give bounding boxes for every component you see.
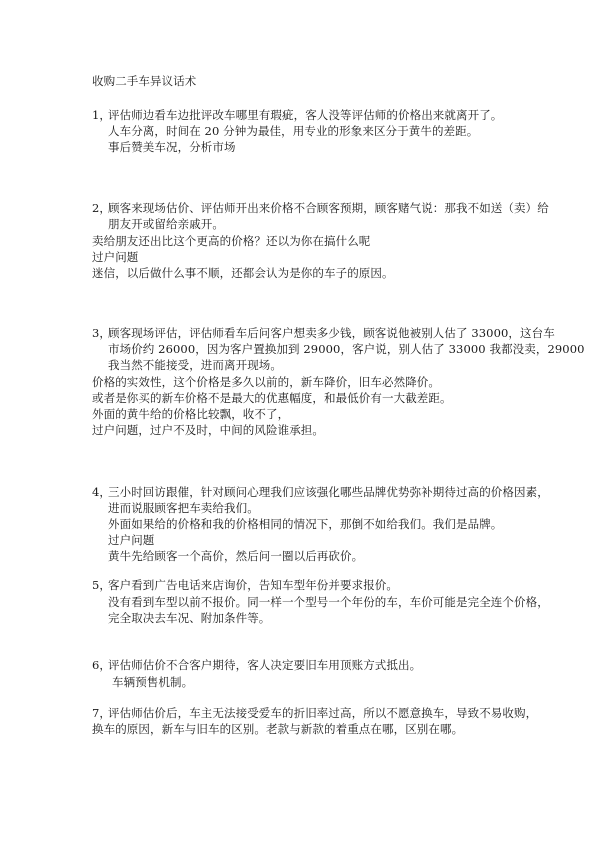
item-number: 4， bbox=[92, 485, 112, 499]
item-text: 或者是你买的新车价格不是最大的优惠幅度，和最低价有一大截差距。 bbox=[92, 391, 452, 405]
item-number: 3， bbox=[92, 326, 112, 340]
list-item-3 bbox=[92, 325, 555, 341]
item-text: 车辆预售机制。 bbox=[112, 675, 194, 689]
item-text: 价格的实效性，这个价格是多久以前的，新车降价，旧车必然降价。 bbox=[92, 375, 440, 389]
item-text: 过户问题，过户不及时，中间的风险谁承担。 bbox=[92, 423, 324, 437]
item-text: 我当然不能接受，进而离开现场。 bbox=[108, 358, 282, 372]
item-text: 客户看到广告电话来店询价，告知车型年份并要求报价。 bbox=[108, 578, 398, 592]
item-text: 顾客来现场估价、评估师开出来价格不合顾客预期，顾客赌气说：那我不如送（卖）给 bbox=[108, 201, 549, 215]
item-number: 6， bbox=[92, 658, 112, 672]
item-text: 进而说服顾客把车卖给我们。 bbox=[108, 501, 259, 515]
list-item-1 bbox=[92, 107, 502, 123]
item-text: 评估师估价后，车主无法接受爱车的折旧率过高，所以不愿意换车，导致不易收购， bbox=[108, 706, 538, 720]
item-text: 顾客现场评估，评估师看车后问客户想卖多少钱，顾客说他被别人估了 33000，这台车 bbox=[108, 326, 555, 340]
item-text: 换车的原因，新车与旧车的区别。老款与新款的着重点在哪，区别在哪。 bbox=[92, 722, 464, 736]
item-text: 人车分离，时间在 20 分钟为最佳，用专业的形象来区分于黄牛的差距。 bbox=[108, 124, 479, 138]
item-text: 迷信，以后做什么事不顺，还都会认为是你的车子的原因。 bbox=[92, 266, 394, 280]
document-title: 收购二手车异议话术 bbox=[92, 74, 197, 88]
list-item-5 bbox=[92, 577, 398, 593]
item-text: 完全取决去车况、附加条件等。 bbox=[108, 611, 271, 625]
item-text: 没有看到车型以前不报价。同一样一个型号一个年份的车，车价可能是完全连个价格， bbox=[108, 595, 549, 609]
item-text: 三小时回访跟催，针对顾问心理我们应该强化哪些品牌优势弥补期待过高的价格因素， bbox=[108, 485, 549, 499]
item-number: 5， bbox=[92, 578, 112, 592]
list-item-4 bbox=[92, 484, 549, 500]
item-number: 7， bbox=[92, 706, 112, 720]
item-text: 过户问题 bbox=[92, 250, 139, 264]
list-item-7 bbox=[92, 705, 537, 721]
item-text: 外面的黄牛给的价格比较飘，收不了， bbox=[92, 407, 290, 421]
item-number: 1， bbox=[92, 108, 112, 122]
item-text: 黄牛先给顾客一个高价，然后问一圈以后再砍价。 bbox=[108, 549, 364, 563]
item-text: 市场价约 26000，因为客户置换加到 29000，客户说，别人估了 33000 我都没卖，29000 bbox=[108, 342, 585, 356]
item-text: 朋友开或留给亲戚开。 bbox=[108, 217, 224, 231]
item-number: 2， bbox=[92, 201, 112, 215]
list-item-2 bbox=[92, 200, 549, 216]
item-text: 事后赞美车况，分析市场 bbox=[108, 140, 236, 154]
item-text: 评估师边看车边批评改车哪里有瑕疵，客人没等评估师的价格出来就离开了。 bbox=[108, 108, 503, 122]
item-text: 卖给朋友还出比这个更高的价格？还以为你在搞什么呢 bbox=[92, 234, 371, 248]
item-text: 评估师估价不合客户期待，客人决定要旧车用顶账方式抵出。 bbox=[108, 658, 422, 672]
item-text: 过户问题 bbox=[108, 533, 155, 547]
list-item-6 bbox=[92, 657, 421, 673]
item-text: 外面如果给的价格和我的价格相同的情况下，那倒不如给我们。我们是品牌。 bbox=[108, 517, 503, 531]
